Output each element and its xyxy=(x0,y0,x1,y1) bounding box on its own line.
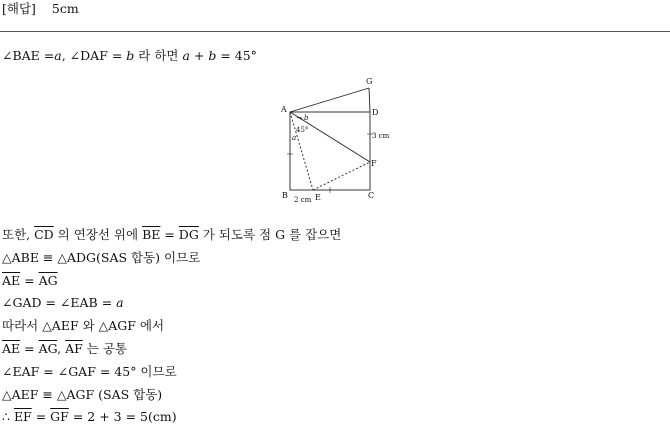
angle-arc xyxy=(297,117,302,120)
label-b: B xyxy=(282,191,288,200)
label-angle-45: 45° xyxy=(296,126,309,134)
var-a: a xyxy=(54,48,62,63)
label-length-2cm: 2 cm xyxy=(294,196,312,204)
text-point-g: 가 되도록 점 G 를 잡으면 xyxy=(198,227,342,242)
comma: , xyxy=(57,341,66,356)
label-f: F xyxy=(371,159,377,168)
segment-ef xyxy=(313,162,370,190)
label-g: G xyxy=(366,77,373,86)
sum-value: = 45° xyxy=(216,48,257,63)
segment-ae-text: $\overline{AE}$ xyxy=(2,273,21,288)
label-e: E xyxy=(315,193,321,202)
line-congruence-2: △AEF ≡ △AGF (SAS 합동) xyxy=(2,387,163,402)
segment-ag-text: $\overline{AG}$ xyxy=(38,273,58,288)
segment-af-text: $\overline{AF}$ xyxy=(65,341,83,356)
answer-heading xyxy=(2,2,79,16)
line-angle-definition xyxy=(2,49,257,63)
result-text: = 2 + 3 = 5(cm) xyxy=(68,409,177,424)
line-conclusion xyxy=(2,410,177,424)
line-angle-gad xyxy=(2,296,124,310)
divider xyxy=(0,31,670,32)
equals: = xyxy=(20,273,39,288)
line-ae-ag xyxy=(2,274,58,288)
therefore-symbol: ∴ xyxy=(2,409,14,424)
label-a: A xyxy=(281,105,287,114)
label-d: D xyxy=(372,108,379,117)
segment-ef-text: $\overline{EF}$ xyxy=(13,409,32,424)
answer-label: [해답] xyxy=(2,1,36,16)
text-common: 는 공통 xyxy=(82,341,127,356)
equals: = xyxy=(160,227,179,242)
segment-ag-text: $\overline{AG}$ xyxy=(38,341,58,356)
segment-dg: $\overline{DG}$ xyxy=(178,227,199,242)
text-also: 또한, xyxy=(2,227,35,242)
var-a: a xyxy=(116,295,124,310)
equals: = xyxy=(31,409,51,424)
segment-cd: $\overline{CD}$ xyxy=(34,227,54,242)
segment-gd xyxy=(369,88,370,112)
label-angle-b: b xyxy=(304,114,309,122)
label-angle-a: a xyxy=(292,134,297,142)
equals: = xyxy=(20,341,39,356)
angle-daf-text: , ∠DAF = xyxy=(61,48,123,63)
answer-value: 5cm xyxy=(51,1,79,16)
geometry-figure xyxy=(270,74,400,206)
segment-be: $\overline{BE}$ xyxy=(142,227,161,242)
line-common xyxy=(2,342,127,356)
segment-gf-text: $\overline{GF}$ xyxy=(50,409,69,424)
line-angle-eaf: ∠EAF = ∠GAF = 45° 이므로 xyxy=(2,364,177,379)
square-abcd xyxy=(290,112,370,190)
angle-bae-text: ∠BAE = xyxy=(2,48,55,63)
let-text: 라 하면 xyxy=(134,48,183,63)
line-congruence-1: △ABE ≡ △ADG(SAS 합동) 이므로 xyxy=(2,250,201,265)
line-extension xyxy=(2,228,341,242)
segment-ae-text: $\overline{AE}$ xyxy=(2,341,21,356)
label-length-3cm: 3 cm xyxy=(372,132,390,140)
sum-expression: a + b xyxy=(182,48,217,63)
var-b: b xyxy=(126,48,135,63)
line-therefore: 따라서 △AEF 와 △AGF 에서 xyxy=(2,318,165,333)
text-extension: 의 연장선 위에 xyxy=(53,227,143,242)
angle-gad-text: ∠GAD = ∠EAB = xyxy=(2,295,117,310)
label-c: C xyxy=(368,191,375,200)
segment-ag xyxy=(290,88,369,112)
